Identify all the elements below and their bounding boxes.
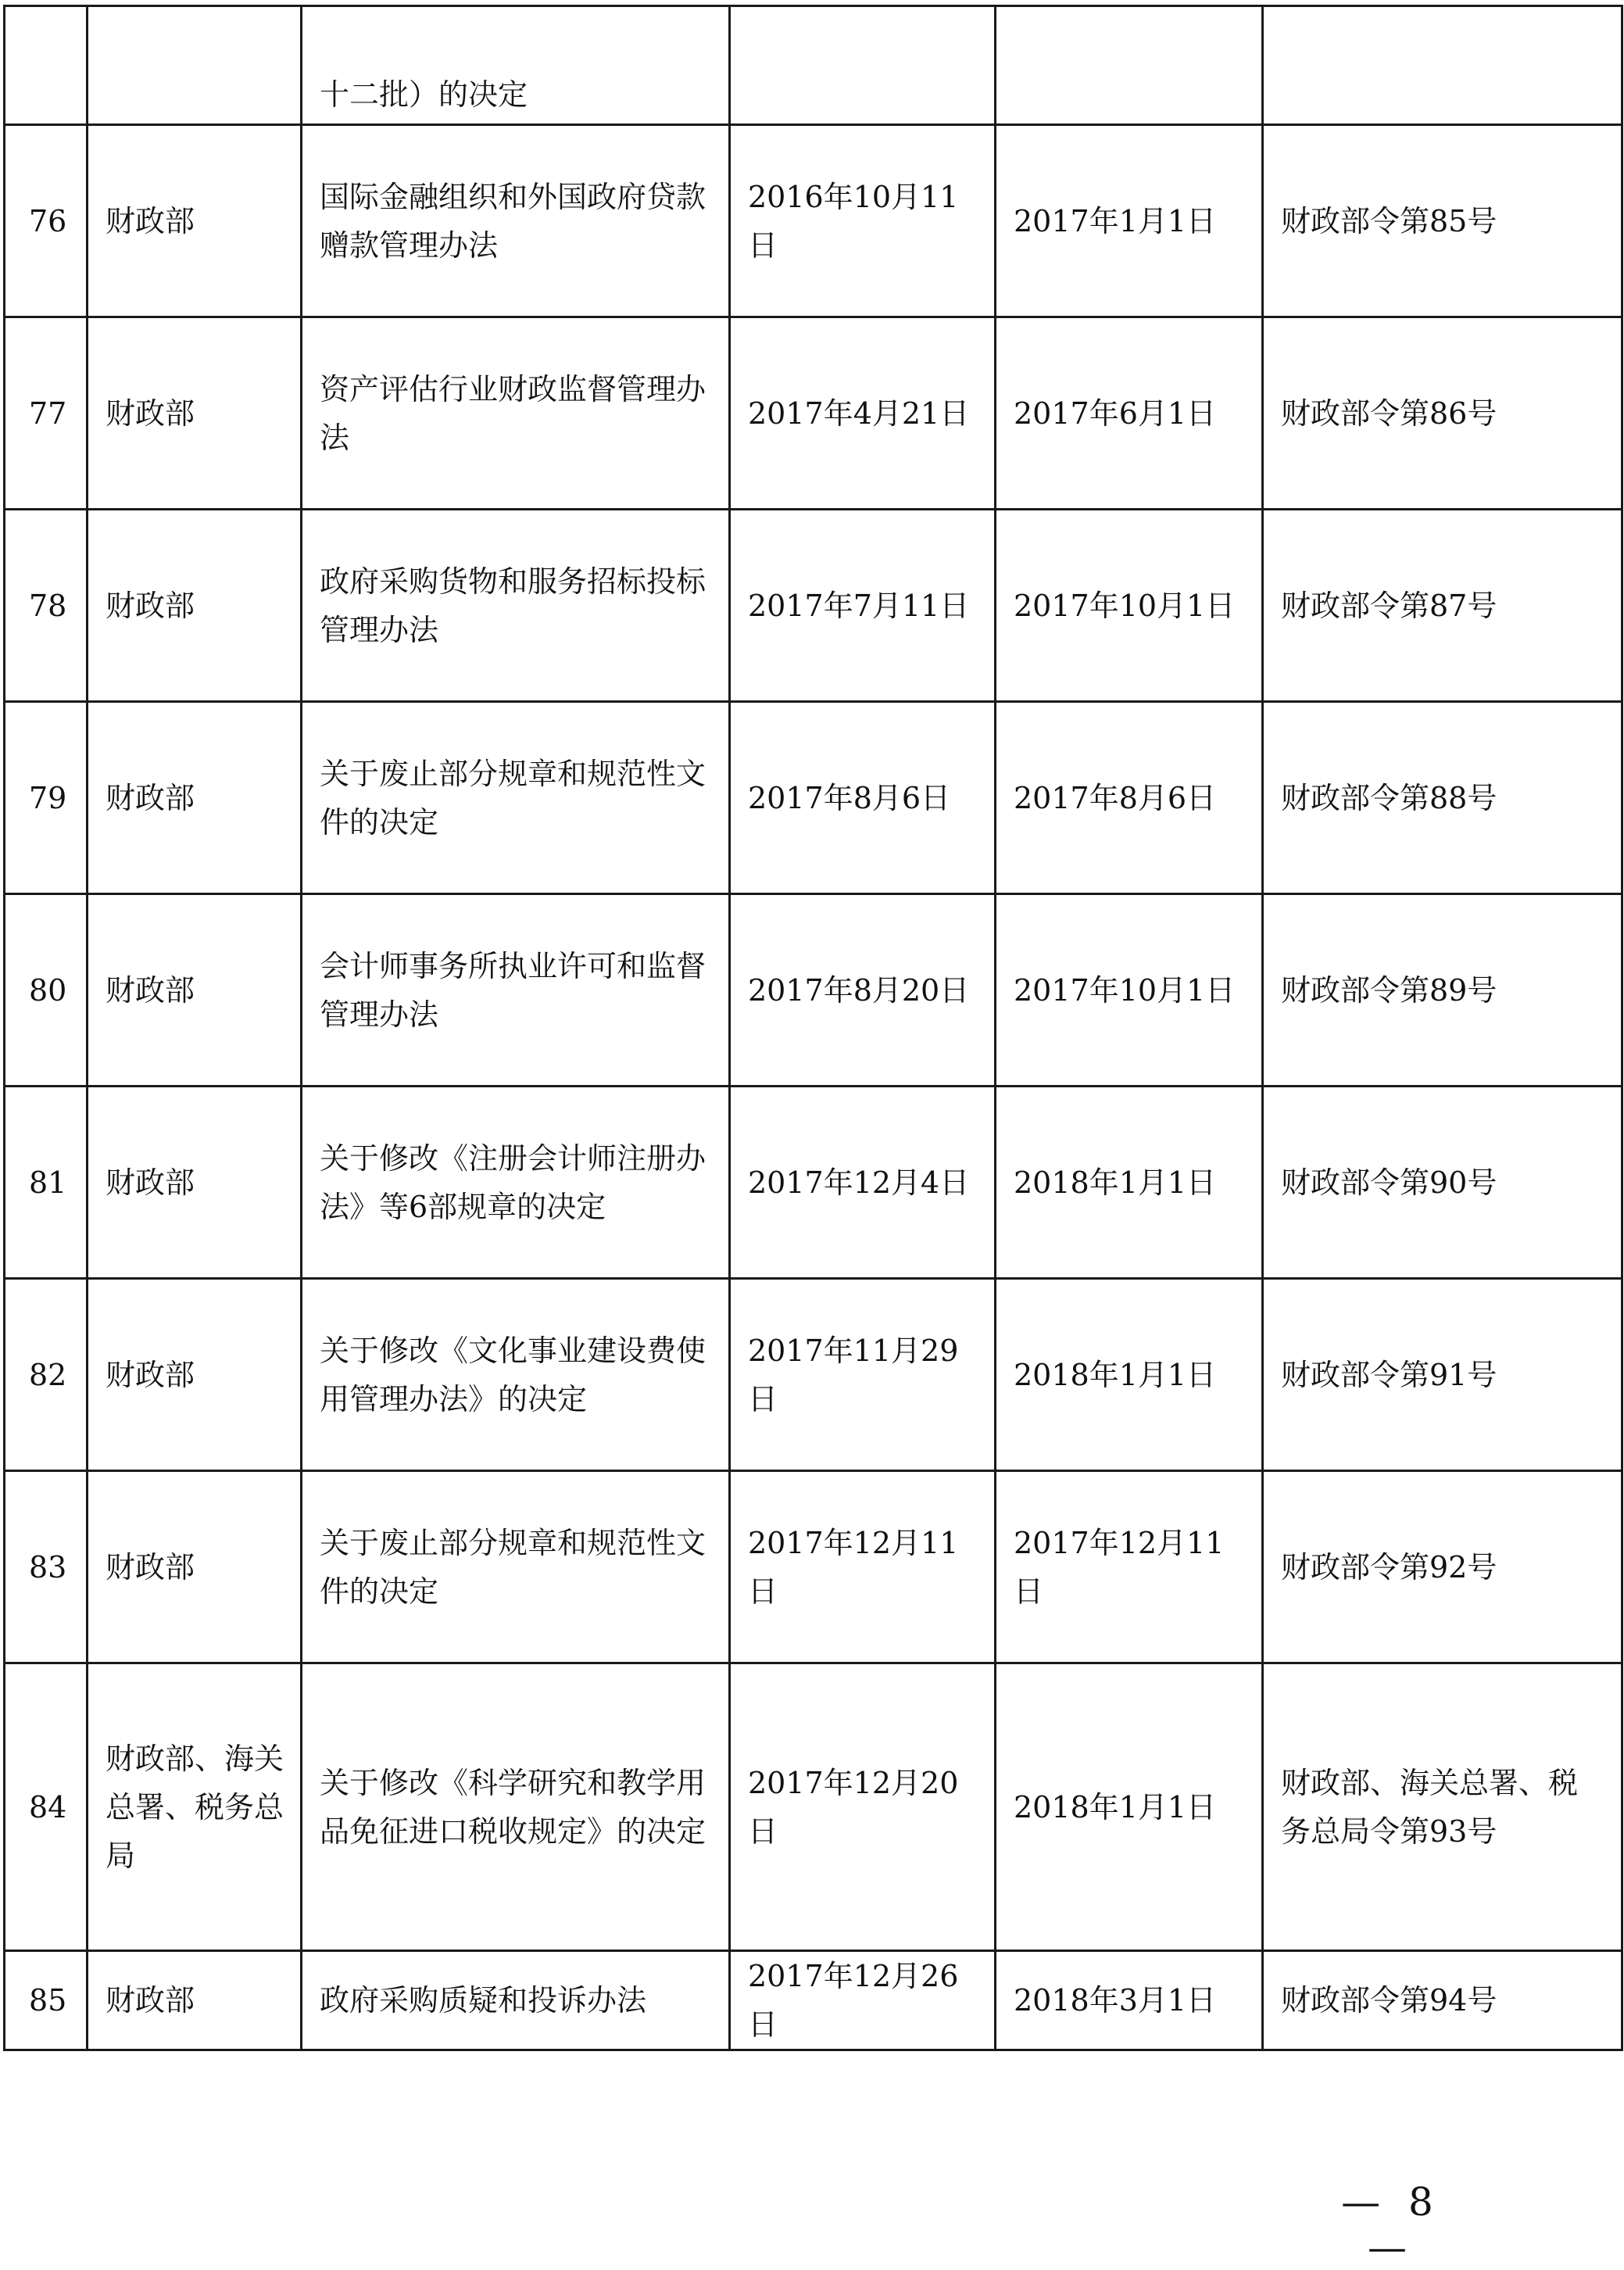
cell-department: 财政部 bbox=[88, 317, 302, 510]
cell-order-number: 财政部令第89号 bbox=[1263, 894, 1622, 1087]
cell-issued-date: 2017年12月20日 bbox=[730, 1663, 996, 1951]
table-row bbox=[5, 894, 1622, 1087]
cell-order-number: 财政部令第87号 bbox=[1263, 510, 1622, 702]
cell-department: 财政部 bbox=[88, 510, 302, 702]
table-row bbox=[5, 125, 1622, 317]
cell-number: 82 bbox=[5, 1279, 88, 1471]
cell-order-number bbox=[1263, 6, 1622, 125]
cell-effective-date: 2017年10月1日 bbox=[996, 894, 1263, 1087]
cell-issued-date: 2017年4月21日 bbox=[730, 317, 996, 510]
cell-effective-date: 2017年6月1日 bbox=[996, 317, 1263, 510]
cell-title: 政府采购货物和服务招标投标管理办法 bbox=[302, 510, 730, 702]
cell-order-number: 财政部令第86号 bbox=[1263, 317, 1622, 510]
cell-number: 79 bbox=[5, 702, 88, 894]
cell-department bbox=[88, 6, 302, 125]
cell-order-number: 财政部令第91号 bbox=[1263, 1279, 1622, 1471]
cell-order-number: 财政部、海关总署、税务总局令第93号 bbox=[1263, 1663, 1622, 1951]
cell-order-number: 财政部令第88号 bbox=[1263, 702, 1622, 894]
cell-department: 财政部 bbox=[88, 702, 302, 894]
cell-title: 十二批）的决定 bbox=[302, 6, 730, 125]
cell-effective-date: 2017年8月6日 bbox=[996, 702, 1263, 894]
cell-issued-date: 2017年11月29日 bbox=[730, 1279, 996, 1471]
cell-number: 85 bbox=[5, 1951, 88, 2050]
cell-number: 81 bbox=[5, 1087, 88, 1279]
cell-effective-date bbox=[996, 6, 1263, 125]
table-row bbox=[5, 317, 1622, 510]
cell-department: 财政部 bbox=[88, 1951, 302, 2050]
cell-title: 关于修改《文化事业建设费使用管理办法》的决定 bbox=[302, 1279, 730, 1471]
table-row bbox=[5, 1471, 1622, 1663]
cell-number: 77 bbox=[5, 317, 88, 510]
cell-number: 78 bbox=[5, 510, 88, 702]
table-row bbox=[5, 1087, 1622, 1279]
cell-order-number: 财政部令第85号 bbox=[1263, 125, 1622, 317]
cell-number: 76 bbox=[5, 125, 88, 317]
cell-title: 资产评估行业财政监督管理办法 bbox=[302, 317, 730, 510]
cell-title: 关于修改《注册会计师注册办法》等6部规章的决定 bbox=[302, 1087, 730, 1279]
cell-department: 财政部 bbox=[88, 125, 302, 317]
cell-order-number: 财政部令第92号 bbox=[1263, 1471, 1622, 1663]
cell-issued-date: 2016年10月11日 bbox=[730, 125, 996, 317]
cell-effective-date: 2018年1月1日 bbox=[996, 1663, 1263, 1951]
cell-effective-date: 2018年1月1日 bbox=[996, 1087, 1263, 1279]
cell-effective-date: 2017年10月1日 bbox=[996, 510, 1263, 702]
cell-issued-date: 2017年12月11日 bbox=[730, 1471, 996, 1663]
cell-title: 国际金融组织和外国政府贷款赠款管理办法 bbox=[302, 125, 730, 317]
cell-department: 财政部 bbox=[88, 1279, 302, 1471]
table-row bbox=[5, 702, 1622, 894]
cell-issued-date: 2017年12月26日 bbox=[730, 1951, 996, 2050]
cell-effective-date: 2017年1月1日 bbox=[996, 125, 1263, 317]
cell-title: 政府采购质疑和投诉办法 bbox=[302, 1951, 730, 2050]
cell-issued-date: 2017年8月6日 bbox=[730, 702, 996, 894]
cell-title: 关于废止部分规章和规范性文件的决定 bbox=[302, 1471, 730, 1663]
cell-issued-date: 2017年8月20日 bbox=[730, 894, 996, 1087]
cell-department: 财政部 bbox=[88, 1087, 302, 1279]
cell-number: 80 bbox=[5, 894, 88, 1087]
cell-number: 84 bbox=[5, 1663, 88, 1951]
table-row bbox=[5, 6, 1622, 125]
table-row bbox=[5, 1951, 1622, 2050]
cell-order-number: 财政部令第94号 bbox=[1263, 1951, 1622, 2050]
cell-effective-date: 2018年1月1日 bbox=[996, 1279, 1263, 1471]
cell-issued-date: 2017年7月11日 bbox=[730, 510, 996, 702]
cell-department: 财政部 bbox=[88, 1471, 302, 1663]
cell-title: 会计师事务所执业许可和监督管理办法 bbox=[302, 894, 730, 1087]
cell-title: 关于修改《科学研究和教学用品免征进口税收规定》的决定 bbox=[302, 1663, 730, 1951]
regulations-table bbox=[3, 5, 1623, 2051]
table-row bbox=[5, 510, 1622, 702]
cell-effective-date: 2017年12月11日 bbox=[996, 1471, 1263, 1663]
cell-title: 关于废止部分规章和规范性文件的决定 bbox=[302, 702, 730, 894]
table-row bbox=[5, 1279, 1622, 1471]
cell-issued-date: 2017年12月4日 bbox=[730, 1087, 996, 1279]
cell-effective-date: 2018年3月1日 bbox=[996, 1951, 1263, 2050]
cell-number bbox=[5, 6, 88, 125]
cell-department: 财政部 bbox=[88, 894, 302, 1087]
cell-issued-date bbox=[730, 6, 996, 125]
page-number: — 8 — bbox=[1341, 2179, 1441, 2270]
table-row bbox=[5, 1663, 1622, 1951]
cell-order-number: 财政部令第90号 bbox=[1263, 1087, 1622, 1279]
cell-number: 83 bbox=[5, 1471, 88, 1663]
cell-department: 财政部、海关总署、税务总局 bbox=[88, 1663, 302, 1951]
